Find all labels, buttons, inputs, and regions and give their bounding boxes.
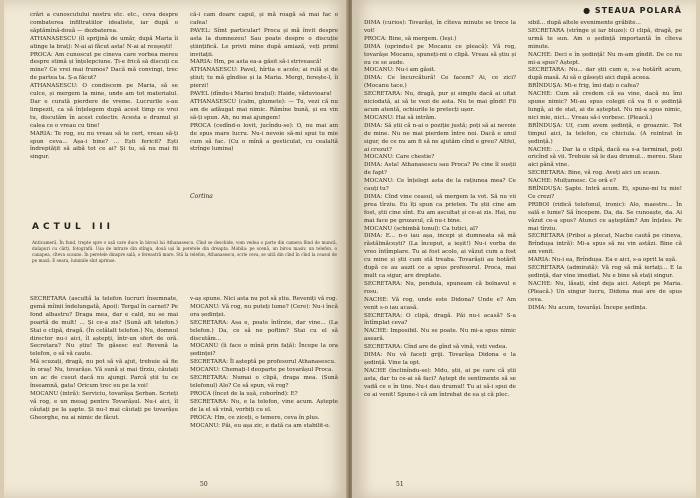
paragraph: PROCA: Hm, ce ziceți, o temere, ceva în plus. — [190, 414, 320, 421]
paragraph: SECRETARA: Bine, vă rog. Aveți aici un scaun. — [528, 170, 661, 177]
paragraph: DIMA (curios): Tovarăși, în cîteva minute se trece la vot! — [364, 20, 516, 34]
paragraph: PAVEL: Sîmt particular! Proca și mă învit despre asta la dumnezeu! Sau poate despre o discuție științifică. Le privii mine după amiază, veți primi invitații. — [190, 27, 338, 58]
paragraph: DIMA: Nu vă faceți griji. Tovarășa Didona e la ședință. Vine la opt. — [364, 352, 516, 366]
paragraph: MOCANU: Care chestie? — [364, 154, 435, 161]
paragraph: NACHE: Deci e în ședință! Nu m-am gîndit. De ce nu mi-a spus? Aștept. — [528, 51, 682, 66]
paragraph: SECRETARA: O clipă, dragă. Păi nu-i acasă? S-a întîmplat ceva? — [364, 312, 516, 327]
paragraph: SECRETARA (ascultă la telefon lucruri însemnate, gemă mîinii îndelungată, Apoi): Tergal în carnet? Pe fond albastru? Draga mea, dar e cald, nu se mai poartă de mult! ... Și ce-a zis? (Sună alt telefon.) Stai o clipă, dragă. (În celălalt telefon.) Nu, domnul director nu-i aici, îl aștepți, într-un sfert de oră. Secretara? Nu știu! Te găsesc eu! Revenă la telefon, o să vă caute. — [30, 296, 178, 358]
paragraph: SECRETARA: Nu... dar știi cum e, s-a hotărît acum, după masă. Ai să o găsești aici după aceea. — [528, 67, 682, 82]
paragraph: NACHE: Cum să credem că ea vine, dacă nu îmi spune nimic? Mi-au spus colegii că va fi o ședință lungă, ai de stat, ai de așteptat. Nu mi-a spus nimic, nici mie, nici... Vreau să-i vorbesc. (Pleacă.) — [528, 91, 682, 121]
paragraph: SECRETARA: Îl așteptă pe profesorul Athanasescu. — [190, 359, 336, 366]
paragraph: MARIA: Nu-i ea, Brîndușa. Ea e aici, s-a oprit la ușă. — [528, 257, 677, 264]
left-page — [4, 0, 348, 498]
paragraph: MOCANU: Ce înțelegi asta de la rațiunea mea? Ce cauți tu? — [364, 178, 516, 193]
paragraph: sibil... după altele evenimente grăbite... — [528, 20, 641, 26]
paragraph: SECRETARA: Cînd are de gînd să vină, veți vedea. — [364, 344, 508, 351]
paragraph: MOCANU: Păi, eu așa zic, e dată ca am stabilit-o. — [190, 422, 331, 429]
paragraph: MARIA: Hm, pe asta ea-a găsit să-i strivească! — [190, 59, 322, 66]
paragraph: DIMA (oprindu-l pe Mocanu ce pleacă): Vă rog, tovarășe Mocanu, spuneți-mi o clipă. Vreau să știu și eu ce se aude. — [364, 43, 516, 66]
paragraph: PROCA: Bine, să mergem. (Ieși.) — [364, 35, 457, 42]
paragraph: MOCANU (schimbă tonul): Ca tutici, al? — [364, 225, 478, 232]
paragraph: BRÎNDUȘA: Uf, cum avem ședință, e groaznic. Tot timpul aici, la telefon, cu chiciula. (A reintrat în ședință.) — [528, 122, 682, 145]
paragraph: DIMA: Ce încurcătură! Ce facem? Ai, ce zici? (Mocanu tace.) — [364, 75, 516, 90]
right-col2 — [528, 20, 682, 313]
paragraph: DIMA: Nu acum, tovarăși. Începe ședința. — [528, 304, 648, 311]
paragraph: DIMA: Cînd vine ceasul, să mergem la vot. Să nu vii prea tîrziu. Eu îți spun ca prieten. Tu știi cine am fost, știi cine sînt. Eu am ascultat și ce-ai zis. Hai, nu mai face pe grozavul, că nu-i bine. — [364, 193, 516, 224]
paragraph: PROCA: Am cunoscut pe cineva care vorbea mereu despre stimă și înțelepciune. Ți-e frică să discuți cu mine? Ce vrei mai frumos? Dacă mă convingi, trec de partea ta. Ș-a făcut? — [30, 51, 178, 82]
page-number: 51 — [396, 481, 404, 488]
paragraph: SECRETARA: Nu, e la telefon, vine acum. Aștepte de la el să vină, vorbiți cu el. — [190, 398, 338, 413]
page-number: 50 — [200, 481, 208, 488]
left-col1-top — [30, 12, 178, 162]
act-title: ACTUL III — [32, 222, 114, 232]
paragraph: NACHE (înclinîndu-se): Mdu, știi, ai pe care că știi asta, dar tu ce-ai să faci? Aștept de sentimente să se vadă ce e în tine. Nu-i dau drumul! Tu ai să-i spui de ce ai venit! Spune-i că am întrebat de ea și că plec. — [364, 367, 516, 398]
paragraph: SECRETARA: Asa e, poate întîrzie, dar vine... (La telefon.) Da, ce să ne poftim? Stai cu el să discutăm... — [190, 319, 338, 342]
paragraph: DIMA: Să știi că n-ai o poziție justă; poți să ai nevoie de mine. Nu ne mai pierdem între noi. Dacă e unul sigur, de ce nu am fi să ne ajutăm cînd e greu? Altfel, ai crezut? — [364, 122, 516, 153]
paragraph: SECRETARA (strînge și iar bluze): O clipă, dragă, pe urmă te sun. Am o ședință importantă în cîteva minute. — [528, 27, 682, 50]
paragraph: Mă scuzați, dragă, nu pot să vă ajut, trebuie să fie în oraș! Nu, tovarășe. Vă sună și mai tîrziu, căutați un ac de cusut dacă nu ajungi. Parcă știi tu ce înseamnă, gata! Oricum trec eu pe la voi! — [30, 359, 178, 389]
paragraph: NACHE: Mulțumesc. Ce oră e? — [528, 178, 616, 185]
paragraph: DIMA: E... n-o iau așa, incepi și dumneata să mă răstălmăcești? (La început, a ieșit!) Nu-i vorba de vreo întîmplare. Tu ai fost acolo, ai văzut cum a fost cu mine și știi cum stă treaba. Tovarășii au hotărît după ce au auzit ce a spus profesorul. Proca, mai mult ca sigur, are dreptate. — [364, 233, 516, 279]
paragraph: ATHANASESCU (îl sprijină de umăr, după Maria îi atinge la braț): N-ai ai făcut asta! N-ai al reușești! — [30, 35, 178, 50]
paragraph: MOCANU (intră): Serviciu, tovarășa Șerban. Scrieți vă rog, e un mesaj pentru Tovarășul. Nu-i aici, îl căutați pe la șapte. Și nu-l mai căutați pe tovarășu Gheorghe, nu ai nimic de făcut. — [30, 390, 178, 421]
paragraph: BRÎNDUȘA: Șapte. Intră acum. Ei, spune-mi tu mie! Ce crezi? — [528, 186, 682, 200]
paragraph: MARIA: Te rog, eu nu vreau să te cert, vreau să-ți spun ceva... Așa-i bine? ... Ești fericit? Ești îndreptățit să aibă tot ce ai? Și tu, să nu mai fii singur. — [30, 130, 178, 161]
paragraph: SECRETARA: Nu, pendula, spuneam că bolnavul e rosu. — [364, 280, 516, 295]
paragraph: PRIBOI (ridică telefonul, ironic): Alo, maestre... În sală e lume? Să începem. Da, da. Se cunoaște, da. Ai văzut ce-a spus? Atunci ce așteptăm? Am înțeles. Pe mai tîrziu. — [528, 201, 682, 232]
paragraph: SECRETARA (admirată): Vă rog să mă iertați... E la ședință, dar vine imediat. Nu e bine să stați singur. — [528, 265, 682, 279]
paragraph: PROCA (încet de la ușă, coborînd): E? — [190, 390, 298, 397]
paragraph: DIMA: Asta! Athanasescu sau Proca? Pe cine îl susții de fapt? — [364, 162, 516, 177]
paragraph: MOCANU: Hai să intrăm. — [364, 114, 437, 121]
stage-direction: Anticamerǎ. În fund, trepte spre o ușă care duce în biroul lui Athanasescu. Cînd se deschide, vom vedea o parte din camera fiind de muncă, dulapuri cu cărți, fotografii. Ușa de intrare din stînga, două uși în peretele din dreapta. Mobila: pe scenă, un birou masiv, un telefon, o canapea, cîteva scaune. În peretele dinspre sală, o fereastră mare. Stă la telefon, Athanasescu, scrie ceva, se uită din cînd în cînd la ceasul de pe masă. E seara, luminile sînt aprinse. — [32, 240, 337, 263]
left-col2-bottom — [190, 296, 338, 430]
paragraph: NACHE: Nu, lăsați, sînt deja aici. Aștept pe Maria. (Pleacă.) Un singur lucru, Didona mai are de spus ceva. — [528, 280, 682, 303]
paragraph: SECRETARA: Numai o clipă, draga mea. (Sună telefonul) Alo? Ce să spun, vă rog? — [190, 375, 338, 389]
paragraph: MOCANU: Chemați-l deoparte pe tovarășul Proca. — [190, 367, 334, 374]
paragraph: MOCANU (îi face o mînă prin față): Începe la ora ședinței? — [190, 343, 338, 358]
paragraph: PROCA (cedînd-o lovit, jucîndu-se): O, nu mai am de spus mare lucru. Nu-i nevoie să-mi spui tu mie cum să fac. (Cu o mînă a gesticulat, cu cealaltă strînge lumina) — [190, 122, 338, 153]
paragraph: MOCANU: Nu-i am găsit. — [364, 67, 436, 74]
right-page — [352, 0, 696, 498]
paragraph: NACHE: ... Dar la o clipă, dacă ea s-a terminat, poți oricînd să vii. Trebuie să le dau drumul... mereu. Stau aici până vine. — [528, 146, 682, 169]
curtain-label: Cortina — [190, 193, 213, 200]
paragraph: PAVEL (dîndu-i Mariei brațul): Haide, văduvioara! — [190, 91, 332, 98]
paragraph: NACHE: Vă rog, unde este Didona? Unde e? Am venit s-o iau acasă. — [364, 296, 516, 311]
magazine-header: ● STEAUA POLARĂ — [583, 6, 682, 15]
paragraph: NACHE: Imposibil. Nu se poate. Nu mi-a spus nimic aseară. — [364, 328, 516, 343]
left-col2-top — [190, 12, 338, 154]
paragraph: crări a cunoscutului nostru etc. etc., ceva despre combaterea infiltratiilor idealiste, iar după o săptămînă-două — dezbaterea. — [30, 12, 178, 34]
paragraph: că-i cam doare capul, și mă roagă să mai fac o cafea! — [190, 12, 338, 26]
paragraph: ATHANASESCU: Pavel, hîrtia e acolo; ai rulă și de știut; tu mă gîndise și la Maria. Mergi, ferește-l, îi pierzi! — [190, 67, 338, 90]
paragraph: v-aș spune. Nici asta nu pot să știu. Reveniți vă rog. — [190, 296, 338, 302]
paragraph: ATHANASESCU (calm, glumete): — Tu, vezi că nu am de adăugat mai nimic. Rămîne bună, și eu vin să-ți spun. Ah, nu mai ajungem! — [190, 98, 338, 121]
paragraph: SECRETARA (Priboi a plecat, Nache caută pe cineva, Brîndușa intră): Mi-a spus să nu vin astăzi. Bine că am venit. — [528, 233, 682, 256]
paragraph: BRÎNDUȘA: Mi-e frig, îmi dați o cafea? — [528, 83, 640, 90]
paragraph: MOCANU: Vă rog, nu puteți lume? (Cere): Nu-i încă ora ședinței. — [190, 303, 338, 318]
right-col1 — [364, 20, 516, 400]
paragraph: SECRETARA: Nu, dragă, pur și simplu dacă ai uitat niciodată, ai să te vezi de asta. Nu te mai gîndi! Fii acum atentă, ochiurile le pretecți ușor. — [364, 91, 516, 113]
left-col1-bottom — [30, 296, 178, 423]
paragraph: ATHANASESCU: O condiscem pe Maria, să se culce, și mergem la mine, unde am tot materialul. Dar e curată pierdere de vreme. Lucrurile s-au limpezit, ca să înțelegem după acest timp ce vrei tu, discutăm în acest colectiv. Acesta e drumul și calea ce o vreau cu tine! — [30, 83, 178, 129]
